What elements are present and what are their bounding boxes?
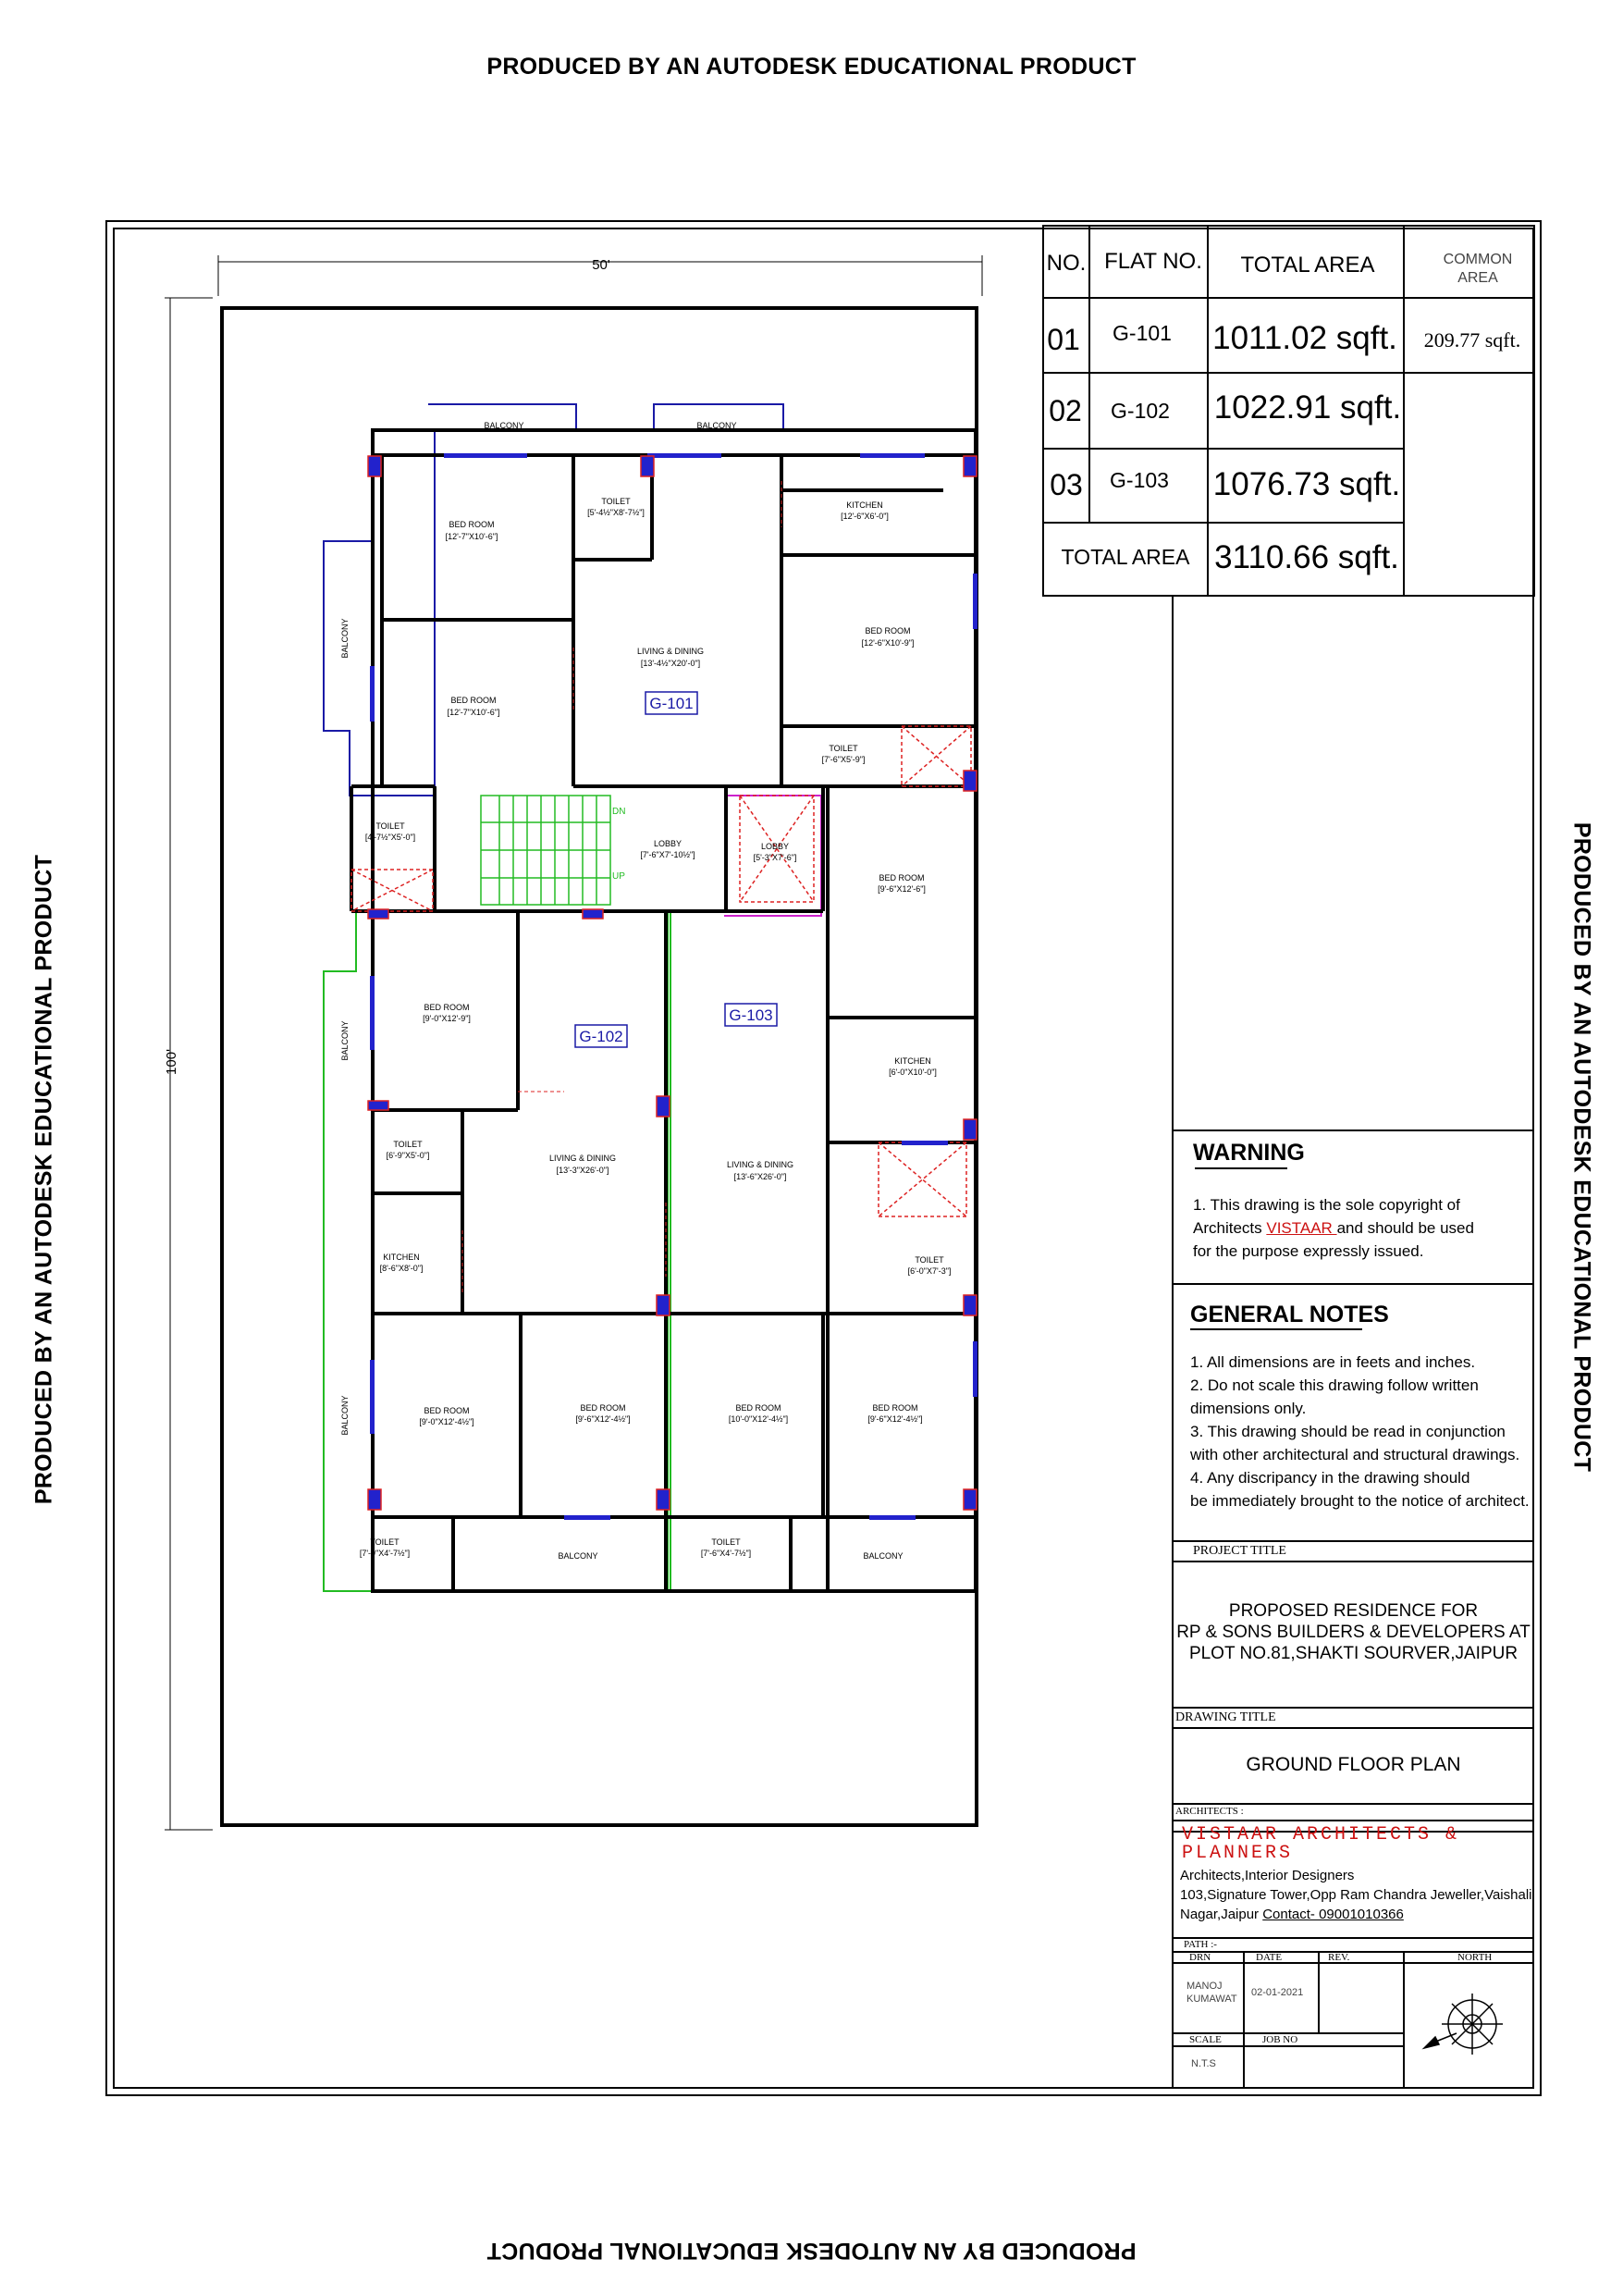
size-lobby-small: [5'-3"X7'-6"]: [753, 853, 797, 862]
size-g102-bed2: [9'-0"X12'-4½"]: [419, 1417, 474, 1426]
warning-underline: [1195, 1167, 1287, 1169]
warning-title: WARNING: [1193, 1140, 1305, 1166]
size-g101-toilet2: [7'-6"X5'-9"]: [821, 755, 866, 764]
architect-firm-line-2: PLANNERS: [1182, 1843, 1294, 1864]
balcony-label-side-3: BALCONY: [340, 1395, 350, 1436]
windows: [370, 453, 977, 1520]
size-g103-toilet1: [6'-0"X7'-3"]: [907, 1266, 952, 1276]
room-g102-bed2: BED ROOM: [424, 1406, 470, 1415]
warning-brand: VISTAAR: [1266, 1219, 1337, 1237]
architect-line-2: 103,Signature Tower,Opp Ram Chandra Jeweller,Vaishali: [1180, 1887, 1532, 1903]
area-header-flat: FLAT NO.: [1104, 249, 1202, 274]
room-g103-bed1: BED ROOM: [879, 873, 925, 883]
drawing-title: GROUND FLOOR PLAN: [1246, 1754, 1461, 1775]
project-line-3: PLOT NO.81,SHAKTI SOURVER,JAIPUR: [1188, 1644, 1518, 1663]
size-g103-bed2: [10'-0"X12'-4½"]: [728, 1414, 789, 1424]
area-row3-no: 03: [1050, 468, 1083, 501]
general-notes-underline: [1190, 1328, 1362, 1330]
watermark-left: PRODUCED BY AN AUTODESK EDUCATIONAL PRODUCT: [31, 854, 57, 1505]
room-g102-toilet2: TOILET: [370, 1537, 400, 1547]
general-notes-title: GENERAL NOTES: [1190, 1302, 1389, 1327]
general-note-line: 1. All dimensions are in feets and inches.: [1190, 1353, 1476, 1371]
warning-line-3: for the purpose expressly issued.: [1193, 1242, 1424, 1260]
north-label: NORTH: [1457, 1952, 1493, 1963]
general-note-line: dimensions only.: [1190, 1400, 1307, 1417]
project-line-1: PROPOSED RESIDENCE FOR: [1228, 1601, 1479, 1621]
architect-details: [1180, 1866, 1532, 1924]
scale-value: N.T.S: [1191, 2058, 1216, 2069]
architect-firm-name: [1182, 1826, 1459, 1863]
stair-dn-label: DN: [612, 807, 626, 817]
staircase: [481, 796, 610, 905]
room-g102-living: LIVING & DINING: [548, 1154, 617, 1163]
plot-boundary: [222, 308, 977, 1825]
columns: [368, 456, 977, 1510]
flat-tags: [575, 692, 777, 1047]
size-g101-bed2: [12'-7"X10'-6"]: [447, 708, 500, 717]
size-g102-kitchen: [8'-6"X8'-0"]: [379, 1264, 424, 1273]
area-header-total: TOTAL AREA: [1240, 253, 1375, 278]
warning-line-2-suffix: and should be used: [1336, 1219, 1474, 1237]
general-note-line: 3. This drawing should be read in conjunction: [1190, 1423, 1506, 1440]
project-title-label: PROJECT TITLE: [1193, 1544, 1286, 1558]
size-g101-bed3: [12'-6"X10'-9"]: [861, 638, 915, 648]
room-g101-bed3: BED ROOM: [865, 626, 911, 636]
area-row1-flat: G-101: [1113, 321, 1172, 345]
area-header-common-1: COMMON: [1443, 252, 1513, 267]
size-g101-bed1: [12'-7"X10'-6"]: [445, 532, 498, 541]
drn-value: [1187, 1980, 1237, 2006]
architect-line-1: Architects,Interior Designers: [1180, 1868, 1355, 1883]
size-g102-toilet2: [7'-9"X4'-7½"]: [359, 1549, 411, 1558]
room-g101-toilet2: TOILET: [829, 744, 858, 753]
balcony-label-3: BALCONY: [558, 1551, 598, 1561]
room-g102-bed1: BED ROOM: [424, 1003, 470, 1012]
size-g103-living: [13'-6"X26'-0"]: [733, 1172, 787, 1181]
general-note-line: 4. Any discripancy in the drawing should: [1190, 1469, 1470, 1487]
flat-tag-g102: G-102: [579, 1028, 623, 1045]
stair-up-label: UP: [612, 871, 625, 882]
area-row2-flat: G-102: [1111, 399, 1170, 423]
general-notes-list: [1190, 1351, 1530, 1512]
room-g103-bed3: BED ROOM: [872, 1403, 918, 1413]
area-row1-area: 1011.02 sqft.: [1212, 320, 1397, 356]
room-lobby-main: LOBBY: [653, 839, 682, 848]
architect-firm-line-1: VISTAAR ARCHITECTS &: [1182, 1824, 1460, 1845]
area-row3-flat: G-103: [1110, 468, 1169, 492]
drawing-title-label: DRAWING TITLE: [1175, 1710, 1276, 1724]
size-g103-bed1: [9'-6"X12'-6"]: [878, 884, 926, 894]
size-g103-toilet2: [7'-6"X4'-7½"]: [700, 1549, 752, 1558]
area-total-value: 3110.66 sqft.: [1214, 539, 1399, 575]
room-g101-toilet: TOILET: [601, 497, 631, 506]
area-total-label: TOTAL AREA: [1061, 545, 1190, 569]
room-g101-living: LIVING & DINING: [636, 647, 705, 656]
room-toilet-left: TOILET: [375, 821, 405, 831]
warning-line-1: 1. This drawing is the sole copyright of: [1193, 1196, 1460, 1214]
size-g102-living: [13'-3"X26'-0"]: [556, 1166, 609, 1175]
date-label: DATE: [1256, 1952, 1283, 1963]
warning-text: [1193, 1193, 1474, 1263]
size-g103-bed3: [9'-6"X12'-4½"]: [867, 1414, 923, 1424]
area-row1-no: 01: [1047, 323, 1080, 356]
path-label: PATH :-: [1184, 1939, 1217, 1950]
flat-outlines: [324, 404, 977, 1591]
size-g102-toilet1: [6'-9"X5'-0"]: [386, 1151, 430, 1160]
depth-dimension-label: 100': [164, 1049, 179, 1075]
area-header-common-2: AREA: [1457, 270, 1498, 286]
balcony-label-side-1: BALCONY: [340, 618, 350, 659]
project-title-text: [1173, 1600, 1534, 1664]
room-g103-toilet1: TOILET: [915, 1255, 944, 1265]
balcony-label-1: BALCONY: [484, 421, 524, 430]
room-g103-toilet2: TOILET: [711, 1537, 741, 1547]
architect-line-3-prefix: Nagar,Jaipur: [1180, 1907, 1263, 1922]
size-g101-living: [13'-4½"X20'-0"]: [640, 659, 701, 668]
project-line-2: RP & SONS BUILDERS & DEVELOPERS AT: [1176, 1623, 1531, 1642]
size-g101-kitchen: [12'-6"X6'-0"]: [841, 512, 889, 521]
watermark-bottom: PRODUCED BY AN AUTODESK EDUCATIONAL PRODUCT: [486, 2238, 1137, 2264]
width-dimension-label: 50': [592, 257, 610, 273]
size-toilet-left: [4'-7½"X5'-0"]: [364, 833, 416, 842]
area-row3-area: 1076.73 sqft.: [1212, 466, 1401, 502]
area-header-no: NO.: [1046, 251, 1087, 276]
drn-value-line-1: MANOJ: [1187, 1981, 1223, 1992]
room-g102-toilet1: TOILET: [393, 1140, 423, 1149]
architects-label: ARCHITECTS :: [1175, 1806, 1244, 1817]
size-g103-kitchen: [6'-0"X10'-0"]: [889, 1068, 937, 1077]
flat-tag-g101: G-101: [649, 695, 694, 712]
drn-value-line-2: KUMAWAT: [1187, 1994, 1237, 2005]
area-row2-no: 02: [1049, 394, 1082, 427]
size-lobby-main: [7'-6"X7'-10½"]: [640, 850, 695, 859]
architect-contact: Contact- 09001010366: [1262, 1907, 1404, 1922]
room-g103-kitchen: KITCHEN: [894, 1056, 931, 1066]
size-g102-bed3: [9'-6"X12'-4½"]: [575, 1414, 631, 1424]
room-g101-bed2: BED ROOM: [450, 696, 497, 705]
general-note-line: be immediately brought to the notice of architect.: [1190, 1492, 1530, 1510]
area-row2-area: 1022.91 sqft.: [1213, 389, 1402, 426]
scale-label: SCALE: [1189, 2034, 1222, 2045]
flat-tag-g103: G-103: [729, 1006, 773, 1024]
size-g102-bed1: [9'-0"X12'-9"]: [423, 1014, 471, 1023]
watermark-top: PRODUCED BY AN AUTODESK EDUCATIONAL PRODUCT: [486, 54, 1137, 80]
balcony-label-4: BALCONY: [863, 1551, 904, 1561]
north-arrow-icon: [1424, 1994, 1503, 2055]
date-value: 02-01-2021: [1251, 1987, 1304, 1998]
general-note-line: with other architectural and structural drawings.: [1190, 1446, 1520, 1463]
area-common-value: 209.77 sqft.: [1423, 328, 1521, 352]
warning-line-2: [1193, 1216, 1474, 1240]
balcony-label-2: BALCONY: [696, 421, 737, 430]
general-note-line: 2. Do not scale this drawing follow written: [1190, 1376, 1479, 1394]
room-g101-kitchen: KITCHEN: [846, 500, 883, 510]
job-no-label: JOB NO: [1262, 2034, 1298, 2045]
room-g101-bed1: BED ROOM: [449, 520, 495, 529]
room-g103-living: LIVING & DINING: [726, 1160, 794, 1169]
room-g102-bed3: BED ROOM: [580, 1403, 626, 1413]
room-g102-kitchen: KITCHEN: [383, 1253, 420, 1262]
warning-line-2-prefix: Architects: [1193, 1219, 1267, 1237]
architect-line-3: [1180, 1905, 1532, 1924]
title-block-grid: [1173, 596, 1534, 2089]
room-g103-bed2: BED ROOM: [735, 1403, 781, 1413]
size-g101-toilet: [5'-4½"X8'-7½"]: [587, 508, 645, 517]
watermark-right: PRODUCED BY AN AUTODESK EDUCATIONAL PRODUCT: [1568, 821, 1595, 1473]
room-lobby-small: LOBBY: [760, 842, 790, 851]
drn-label: DRN: [1189, 1952, 1211, 1963]
balcony-label-side-2: BALCONY: [340, 1020, 350, 1061]
rev-label: REV.: [1328, 1952, 1350, 1963]
